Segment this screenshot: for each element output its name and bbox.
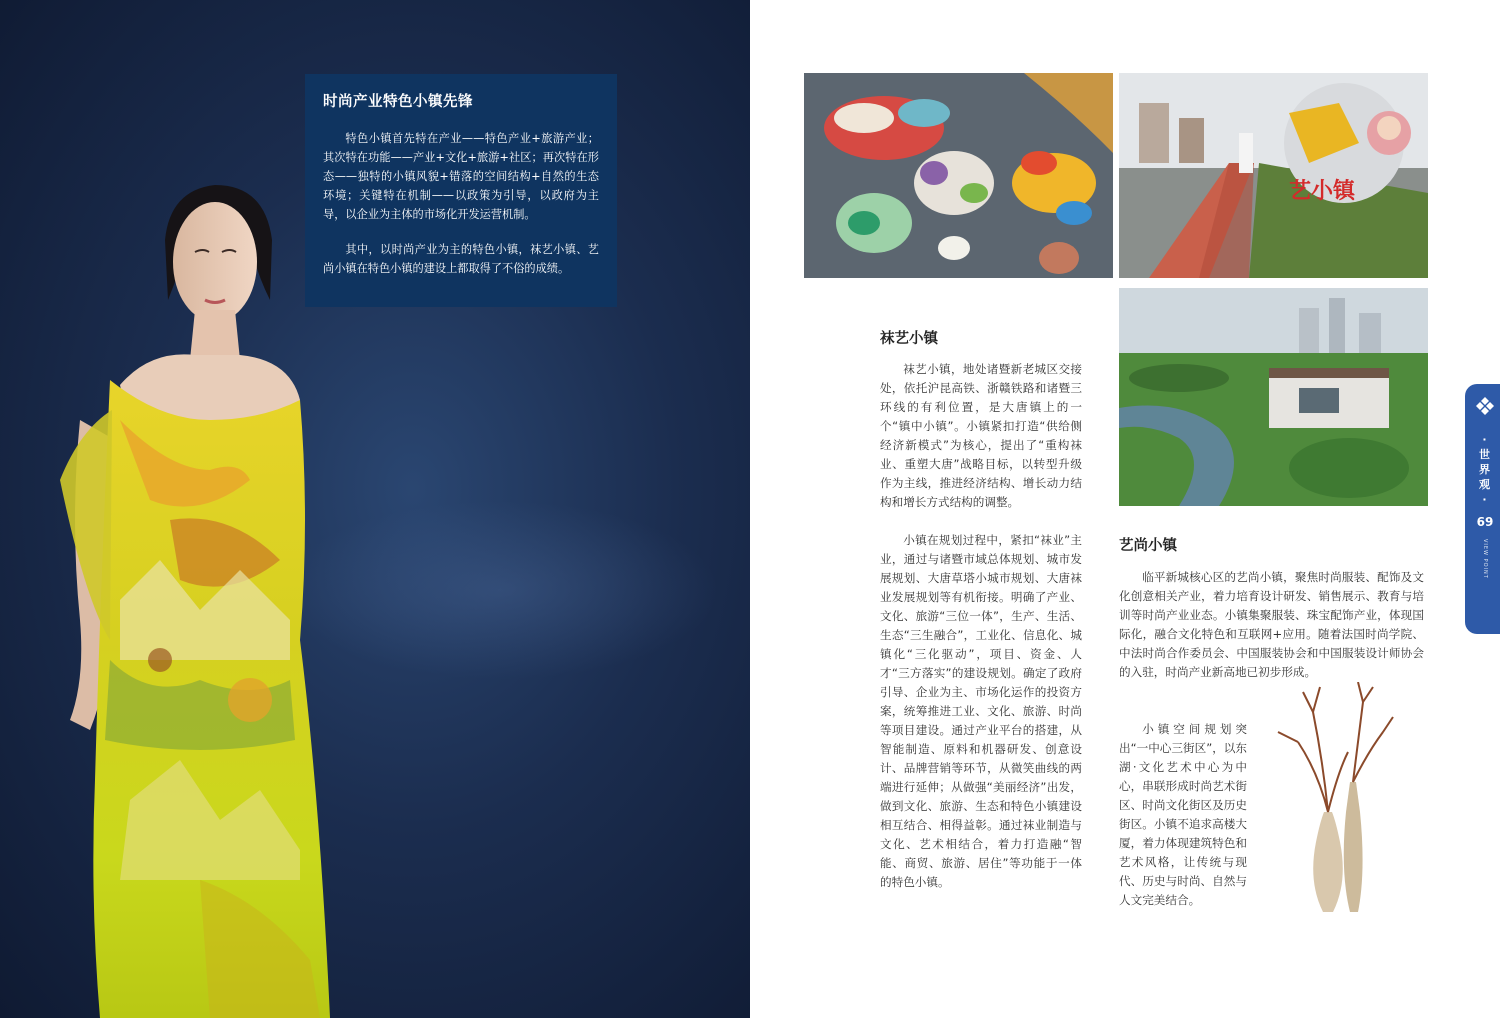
wayi-paragraph-1: 袜艺小镇，地处诸暨新老城区交接处，依托沪昆高铁、浙赣铁路和诸暨三环线的有利位置，是大唐镇上的一个“镇中小镇”。小镇紧扣打造“供给侧经济新模式”为核心，提出了“重构袜业、重塑大唐”战略目标，以转型升级作为主线，推进经济结构、增长动力结构和增长方式结构的调整。 xyxy=(880,362,1082,509)
yishang-paragraph-2: 小镇空间规划突出“一中心三街区”，以东湖·文化艺术中心为中心，串联形成时尚艺术街区、时尚文化街区及历史街区。小镇不追求高楼大厦，着力体现建筑特色和艺术风格，让传统与现代、历史与时尚、自然与人文完美结合。 xyxy=(1119,722,1247,907)
vase-branches-image xyxy=(1268,682,1398,922)
section-label-english: VIEW POINT xyxy=(1482,539,1488,579)
intro-box xyxy=(305,74,617,307)
intro-paragraph-1: 特色小镇首先特在产业——特色产业+旅游产业；其次特在功能——产业+文化+旅游+社区；再次特在形态——独特的小镇风貌+错落的空间结构+自然的生态环境；关键特在机制——以政策为引导，以政府为主导，以企业为主体的市场化开发运营机制。 xyxy=(323,132,599,221)
section-side-tab xyxy=(1465,384,1500,634)
wayi-section-title: 袜艺小镇 xyxy=(880,331,938,347)
intro-title: 时尚产业特色小镇先锋 xyxy=(323,94,473,110)
town-sign-street-photo xyxy=(1119,73,1428,278)
yishang-paragraph-1: 临平新城核心区的艺尚小镇，聚焦时尚服装、配饰及文化创意相关产业，着力培育设计研发、销售展示、教育与培训等时尚产业业态。小镇集聚服装、珠宝配饰产业，体现国际化，融合文化特色和互联网+应用。随着法国时尚学院、中法时尚合作委员会、中国服装协会和中国服装设计师协会的入驻，时尚产业新高地已初步形成。 xyxy=(1119,570,1424,679)
yishang-body-2 xyxy=(1119,720,1247,929)
wayi-paragraph-2: 小镇在规划过程中，紧扣“袜业”主业，通过与诸暨市域总体规划、城市发展规划、大唐草塔小城市规划、大唐袜业发展规划等有机衔接。明确了产业、文化、旅游“三位一体”，生产、生活、生态“三生融合”，工业化、信息化、城镇化“三化驱动”，项目、资金、人才“三方落实”的建设规划。确定了政府引导、企业为主、市场化运作的投资方案，统筹推进工业、文化、旅游、时尚等项目建设。通过产业平台的搭建，从智能制造、原料和机器研发、创意设计、品牌营销等环节，从微笑曲线的两端进行延伸；从做强“美丽经济”出发，做到文化、旅游、生态和特色小镇建设相互结合、相得益彰。通过袜业制造与文化、艺术相结合，着力打造融“智能、商贸、旅游、居住”等功能于一体的特色小镇。 xyxy=(880,533,1082,889)
diamond-logo-icon xyxy=(1475,396,1495,416)
yishang-section-title: 艺尚小镇 xyxy=(1119,538,1177,554)
aerial-river-town-photo xyxy=(1119,288,1428,506)
sock-world-map-photo xyxy=(804,73,1113,278)
town-sign-text: 艺小镇 xyxy=(1289,179,1356,204)
intro-paragraph-2: 其中，以时尚产业为主的特色小镇，袜艺小镇、艺尚小镇在特色小镇的建设上都取得了不俗的成绩。 xyxy=(323,243,599,275)
page-number: 69 xyxy=(1476,515,1494,529)
wayi-body xyxy=(880,360,1082,911)
section-label: ·世界观· xyxy=(1479,433,1491,506)
